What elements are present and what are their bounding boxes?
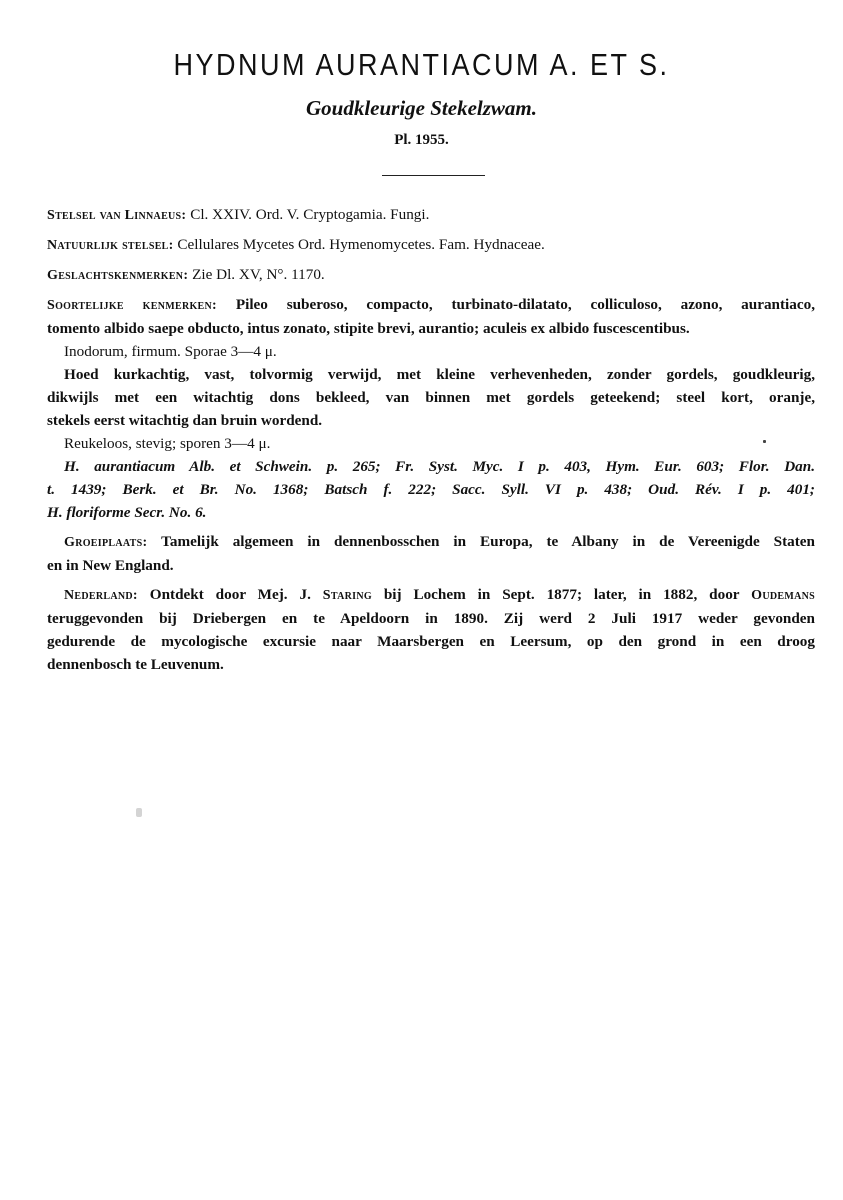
- species-paragraph: [47, 293, 815, 455]
- species-line-4: Hoed kurkachtig, vast, tolvormig verwijd, met kleine verhevenheden, zonder gordels, goudkleurig,: [64, 366, 815, 383]
- plate-number: Pl. 1955.: [394, 132, 449, 148]
- references-line-3: H. floriforme Secr. No. 6.: [47, 504, 207, 521]
- paper-blemish: [136, 808, 142, 817]
- natural-system-paragraph: [47, 233, 815, 257]
- print-speck: [763, 440, 766, 443]
- species-line-5: dikwijls met een witachtig dons bekleed, van binnen met gordels geteekend; steel kort, oranje,: [47, 389, 815, 406]
- page-title: HYDNUM AURANTIACUM A. ET S.: [173, 48, 670, 82]
- document-body: [47, 203, 815, 676]
- species-line-1: [47, 293, 815, 317]
- page-subtitle: Goudkleurige Stekelzwam.: [305, 96, 537, 120]
- references-line-1: H. aurantiacum Alb. et Schwein. p. 265; Fr. Syst. Myc. I p. 403, Hym. Eur. 603; Flor. Dan.: [64, 458, 815, 475]
- person-name-oudemans: Oudemans: [751, 588, 816, 603]
- netherlands-line-2: teruggevonden bij Driebergen en te Apeldoorn in 1890. Zij werd 2 Juli 1917 weder gevonden: [47, 610, 815, 627]
- genus-label: Geslachtskenmerken:: [47, 268, 189, 283]
- genus-paragraph: [47, 263, 815, 287]
- habitat-paragraph: [47, 530, 815, 577]
- species-text-1: Pileo suberoso, compacto, turbinato-dilatato, colliculoso, azono, aurantiaco,: [235, 296, 815, 313]
- species-label: Soortelijke kenmerken:: [47, 298, 218, 313]
- references-line-2: t. 1439; Berk. et Br. No. 1368; Batsch f. 222; Sacc. Syll. VI p. 438; Oud. Rév. I p. 401;: [47, 481, 815, 498]
- linnaeus-paragraph: [47, 203, 815, 227]
- title-divider: [382, 175, 485, 176]
- netherlands-line-4: dennenbosch te Leuvenum.: [47, 656, 224, 673]
- natural-system-label: Natuurlijk stelsel:: [47, 238, 174, 253]
- linnaeus-text: Cl. XXIV. Ord. V. Cryptogamia. Fungi.: [190, 206, 430, 223]
- habitat-text-1: Tamelijk algemeen in dennenbosschen in Europa, te Albany in de Vereenigde Staten: [161, 533, 815, 550]
- species-line-2: tomento albido saepe obducto, intus zonato, stipite brevi, aurantio; aculeis ex albido fuscescentibus.: [47, 320, 690, 337]
- netherlands-text-1b: bij Lochem in Sept. 1877; later, in 1882, door: [383, 586, 740, 603]
- species-line-7: Reukeloos, stevig; sporen 3—4 μ.: [64, 435, 271, 452]
- netherlands-text-1a: Ontdekt door Mej. J.: [149, 586, 311, 603]
- species-line-3: Inodorum, firmum. Sporae 3—4 μ.: [64, 343, 277, 360]
- netherlands-label: Nederland:: [64, 588, 138, 603]
- references-paragraph: [47, 455, 815, 524]
- linnaeus-label: Stelsel van Linnaeus:: [47, 208, 187, 223]
- habitat-line-2: en in New England.: [47, 557, 174, 574]
- species-line-6: stekels eerst witachtig dan bruin wordend.: [47, 412, 323, 429]
- habitat-label: Groeiplaats:: [64, 535, 148, 550]
- genus-text: Zie Dl. XV, N°. 1170.: [192, 266, 325, 283]
- person-name-staring: Staring: [322, 588, 372, 603]
- natural-system-text: Cellulares Mycetes Ord. Hymenomycetes. Fam. Hydnaceae.: [177, 236, 545, 253]
- habitat-line-1: [47, 530, 815, 554]
- netherlands-paragraph: [47, 583, 815, 676]
- netherlands-line-3: gedurende de mycologische excursie naar Maarsbergen en Leersum, op den grond in een droog: [47, 633, 815, 650]
- netherlands-line-1: [47, 583, 815, 607]
